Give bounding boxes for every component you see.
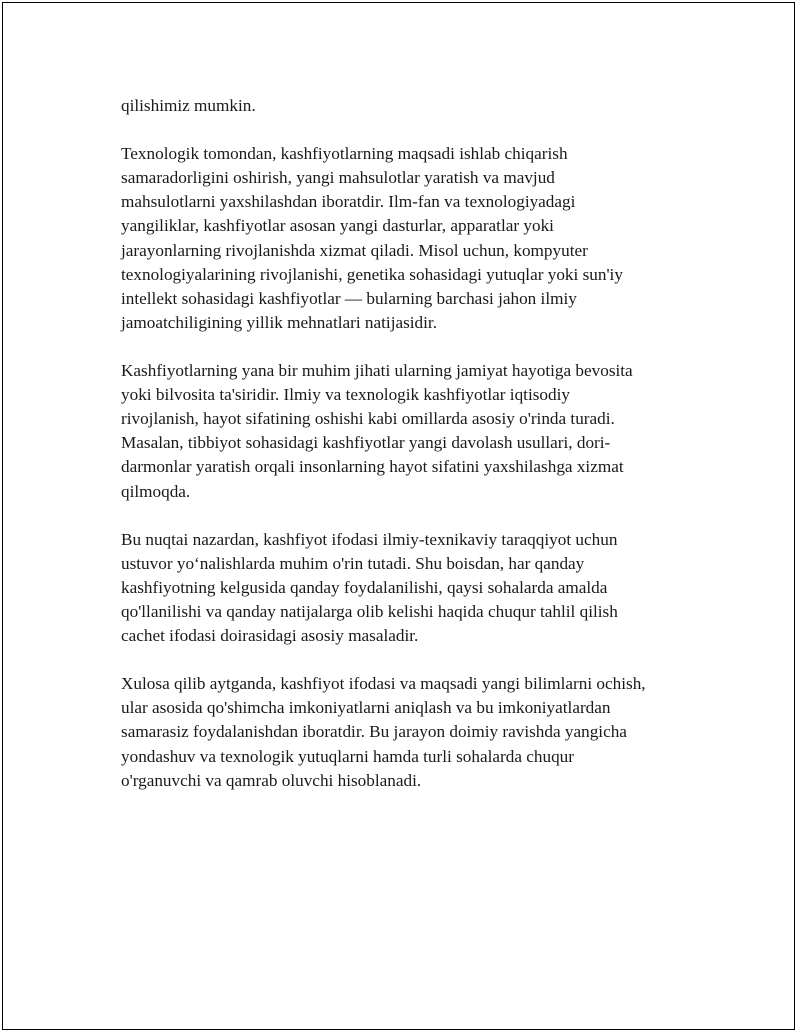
paragraph-conclusion: Xulosa qilib aytganda, kashfiyot ifodasi va maqsadi yangi bilimlarni ochish, ular asosida qo'shimcha imkoniyatlarni aniqlash va bu imkoniyatlardan samarasiz foydalanishdan iboratdir. Bu jarayon doimiy ravishda yangicha yondashuv va texnologik yutuqlarni hamda turli sohalarda chuqur o'rganuvchi va qamrab oluvchi hisoblanadi. [121, 674, 646, 790]
paragraph-priority-directions: Bu nuqtai nazardan, kashfiyot ifodasi ilmiy-texnikaviy taraqqiyot uchun ustuvor yo‘nalishlarda muhim o'rin tutadi. Shu boisdan, har qanday kashfiyotning kelgusida qanday foydalanilishi, qaysi sohalarda amalda qo'llanilishi va qanday natijalarga olib kelishi haqida chuqur tahlil qilish cachet ifodasi doirasidagi asosiy masaladir. [121, 529, 618, 646]
paragraph-continuation: qilishimiz mumkin. [121, 96, 256, 115]
paragraph-technological-aspect: Texnologik tomondan, kashfiyotlarning maqsadi ishlab chiqarish samaradorligini oshirish, yangi mahsulotlar yaratish va mavjud mahsulotlarni yaxshilashdan iboratdir. Ilm-fan va texnologiyadagi yangiliklar, kashfiyotlar asosan yangi dasturlar, apparatlar yoki jarayonlarning rivojlanishda xizmat qiladi. Misol uchun, kompyuter texnologiyalarining rivojlanishi, genetika sohasidagi yutuqlar yoki sun'iy intellekt sohasidagi kashfiyotlar — bularning barchasi jahon ilmiy jamoatchiligining yillik mehnatlari natijasidir. [121, 144, 623, 332]
page-frame [2, 2, 795, 1030]
paragraph-social-impact: Kashfiyotlarning yana bir muhim jihati ularning jamiyat hayotiga bevosita yoki bilvosita ta'siridir. Ilmiy va texnologik kashfiyotlar iqtisodiy rivojlanish, hayot sifatining oshishi kabi omillarda asosiy o'rinda turadi. Masalan, tibbiyot sohasidagi kashfiyotlar yangi davolash usullari, dori- darmonlar yaratish orqali insonlarning hayot sifatini yaxshilashga xizmat qilmoqda. [121, 361, 633, 501]
document-body [121, 94, 701, 817]
